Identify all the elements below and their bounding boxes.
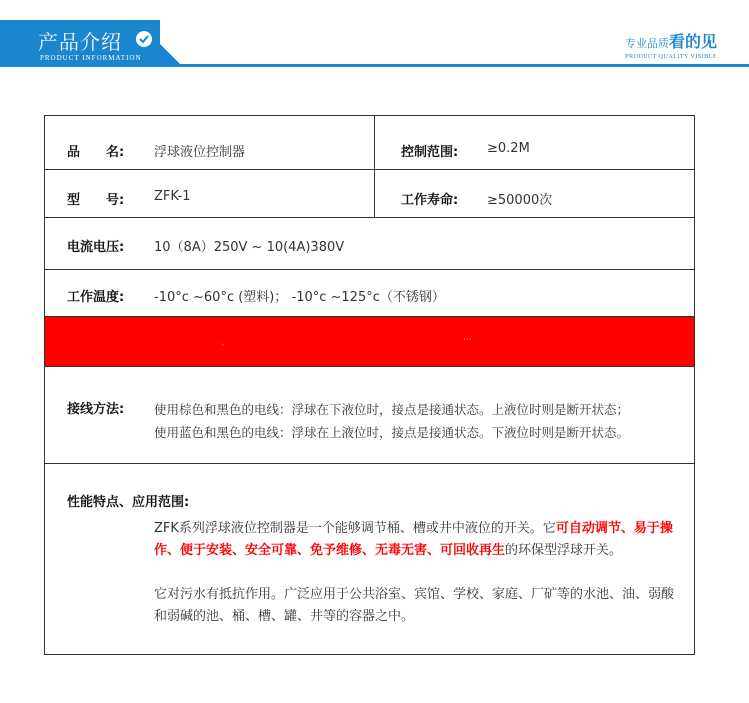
features-row — [45, 464, 694, 654]
wiring-row — [45, 367, 694, 464]
features-p1-start: ZFK系列浮球液位控制器是一个能够调节桶、槽或井中液位的开关。它 — [154, 521, 556, 536]
life-label: 工作寿命: — [401, 193, 459, 208]
wiring-text — [154, 398, 629, 444]
spec-table — [44, 115, 695, 655]
name-label: 品 名: — [67, 145, 125, 160]
name-value: 浮球液位控制器 — [154, 145, 246, 160]
features-label: 性能特点、应用范围: — [67, 495, 190, 510]
header-rule — [0, 64, 749, 67]
spec-row-current — [45, 218, 694, 270]
check-circle-icon — [136, 31, 152, 47]
features-p1-end: 的环保型浮球开关。 — [505, 543, 623, 558]
slogan-big: 看的见 — [668, 32, 717, 51]
slogan-small: 专业品质 — [624, 37, 669, 50]
quality-slogan — [625, 29, 717, 60]
header-tab-notch — [160, 44, 180, 64]
features-paragraph-1 — [154, 518, 676, 562]
spec-row-model — [45, 170, 694, 218]
slogan-english: PRODUCT QUALITY VISIBLE — [625, 54, 717, 60]
temp-label: 工作温度: — [67, 290, 125, 305]
features-paragraph-2: 它对污水有抵抗作用。广泛应用于公共浴室、宾馆、学校、家庭、厂矿等的水池、油、弱酸和弱碱的池、桶、槽、罐、井等的容器之中。 — [154, 587, 675, 624]
spec-row-name — [45, 116, 694, 170]
page-subtitle: PRODUCT INFORMATION — [40, 54, 142, 62]
wiring-label: 接线方法: — [67, 402, 125, 417]
wiring-line-1: 使用棕色和黑色的电线：浮球在下液位时，接点是接通状态。上液位时则是断开状态； — [154, 402, 630, 417]
red-band-mark-right: ··· — [463, 335, 472, 345]
life-value: ≥50000次 — [487, 193, 553, 208]
temp-value: -10°c ~60°c (塑料)； -10°c ~125°c（不锈钢） — [154, 290, 445, 305]
wiring-line-2: 使用蓝色和黑色的电线：浮球在上液位时，接点是接通状态。下液位时则是断开状态。 — [154, 425, 630, 440]
current-label: 电流电压: — [67, 240, 125, 255]
range-label: 控制范围: — [401, 145, 459, 160]
red-band — [45, 317, 694, 367]
model-label: 型 号: — [67, 193, 125, 208]
page-title: 产品介绍 — [38, 30, 122, 54]
range-value: ≥0.2M — [487, 141, 530, 156]
spec-row-temperature — [45, 270, 694, 317]
red-band-mark-left: 、 — [221, 338, 231, 348]
model-value: ZFK-1 — [154, 189, 191, 204]
features-p1-highlight: 可自动调节、易于操作、便于安装、安全可靠、免予维修、无毒无害、可回收再生 — [154, 521, 673, 558]
current-value: 10（8A）250V ~ 10(4A)380V — [154, 240, 345, 255]
